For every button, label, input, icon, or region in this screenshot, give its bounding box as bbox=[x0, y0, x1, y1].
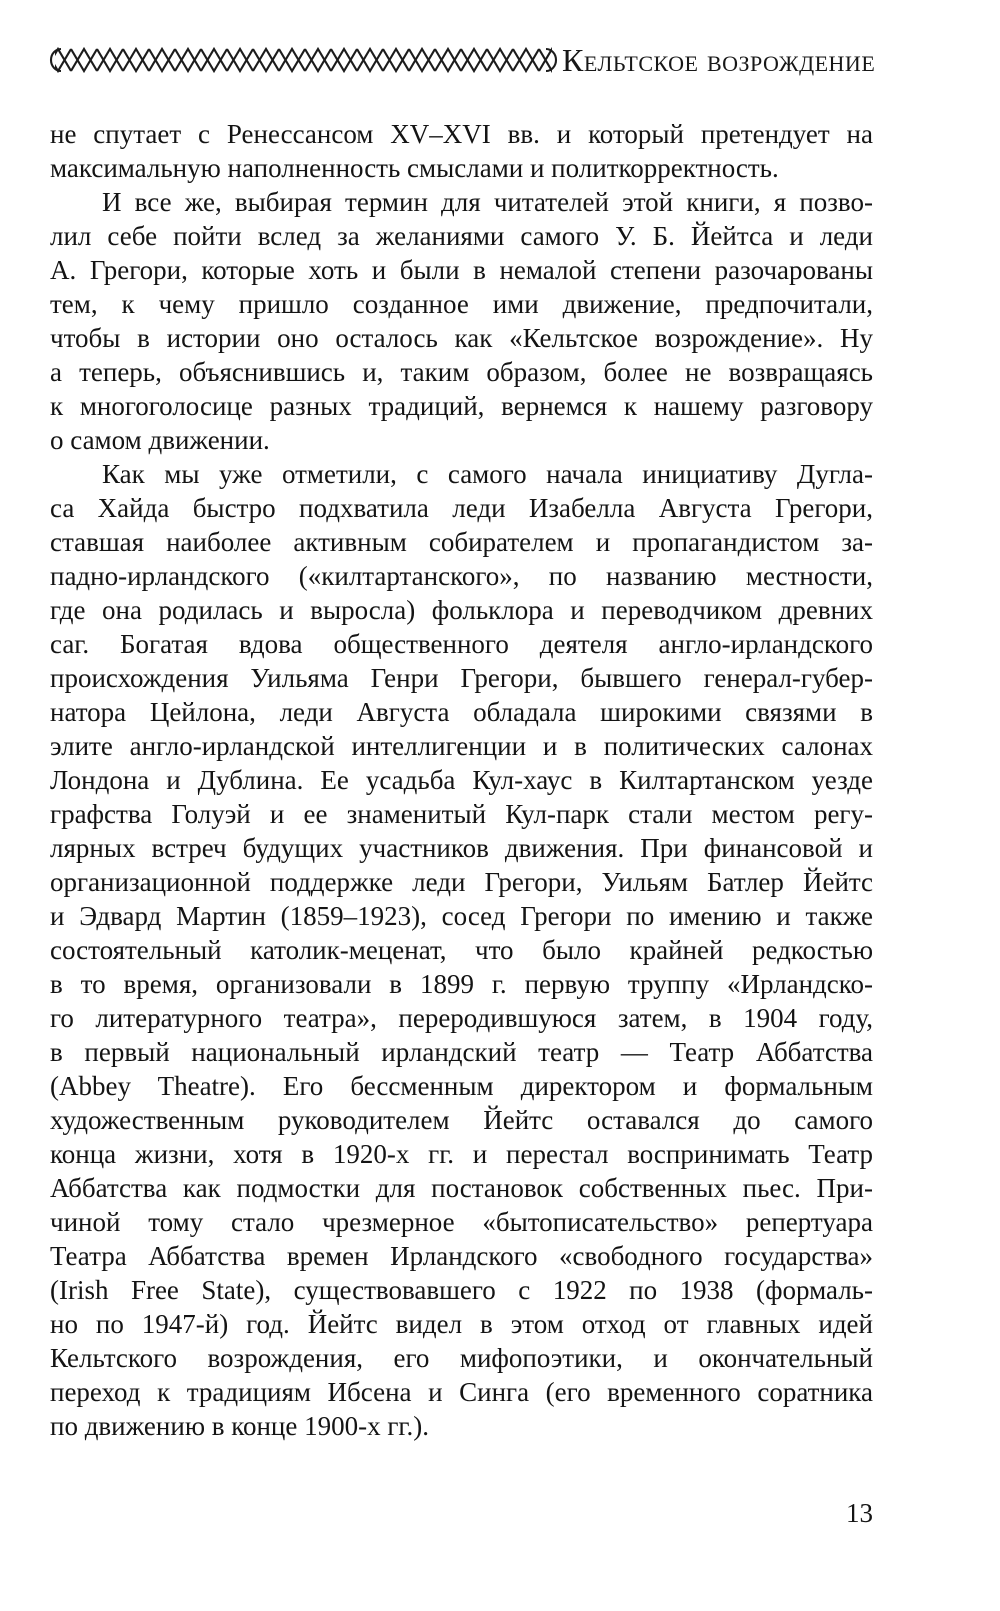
text-line: где она родилась и выросла) фольклора и переводчиком древних bbox=[50, 595, 873, 625]
text-line: А. Грегори, которые хоть и были в немалой степени разочарованы bbox=[50, 255, 873, 285]
text-line: в первый национальный ирландский театр — Театр Аббатства bbox=[50, 1037, 873, 1067]
text-line: падно-ирландского («килтартанского», по названию местности, bbox=[50, 561, 873, 591]
text-line: а теперь, объяснившись и, таким образом, более не возвращаясь bbox=[50, 357, 873, 387]
text-line: графства Голуэй и ее знаменитый Кул-парк стали местом регу- bbox=[50, 799, 873, 829]
text-line: и Эдвард Мартин (1859–1923), сосед Грегори по имению и также bbox=[50, 901, 873, 931]
text-line: го литературного театра», переродившуюся затем, в 1904 году, bbox=[50, 1003, 873, 1033]
braided-chain-ornament-icon bbox=[45, 45, 562, 75]
text-line: максимальную наполненность смыслами и политкорректность. bbox=[50, 153, 779, 183]
page-number: 13 bbox=[846, 1498, 873, 1528]
text-line: переход к традициям Ибсена и Синга (его временного соратника bbox=[50, 1377, 873, 1407]
body-text bbox=[50, 117, 873, 1443]
text-line: лил себе пойти вслед за желаниями самого У. Б. Йейтса и леди bbox=[50, 221, 873, 251]
text-line: тем, к чему пришло созданное ими движение, предпочитали, bbox=[50, 289, 873, 319]
text-line: натора Цейлона, леди Августа обладала широкими связями в bbox=[50, 697, 873, 727]
text-line: са Хайда быстро подхватила леди Изабелла Августа Грегори, bbox=[50, 493, 873, 523]
text-line: организационной поддержке леди Грегори, Уильям Батлер Йейтс bbox=[50, 867, 873, 897]
text-line: но по 1947-й) год. Йейтс видел в этом отход от главных идей bbox=[50, 1309, 873, 1339]
text-line: Аббатства как подмостки для постановок собственных пьес. При- bbox=[50, 1173, 873, 1203]
text-line: конца жизни, хотя в 1920-х гг. и перестал воспринимать Театр bbox=[50, 1139, 873, 1169]
text-line: саг. Богатая вдова общественного деятеля англо-ирландского bbox=[50, 629, 873, 659]
text-line: (Irish Free State), существовавшего с 1922 по 1938 (формаль- bbox=[50, 1275, 873, 1305]
text-line: Кельтского возрождения, его мифопоэтики, и окончательный bbox=[50, 1343, 873, 1373]
text-line: ставшая наиболее активным собирателем и пропагандистом за- bbox=[50, 527, 873, 557]
text-line: к многоголосице разных традиций, вернемся к нашему разговору bbox=[50, 391, 873, 421]
text-line: чтобы в истории оно осталось как «Кельтское возрождение». Ну bbox=[50, 323, 873, 353]
text-line: по движению в конце 1900-х гг.). bbox=[50, 1411, 429, 1441]
text-line: (Abbey Theatre). Его бессменным директором и формальным bbox=[50, 1071, 873, 1101]
text-line: чиной тому стало чрезмерное «бытописательство» репертуара bbox=[50, 1207, 873, 1237]
running-title: Кельтское возрождение bbox=[562, 41, 876, 78]
text-line: Театра Аббатства времен Ирландского «свободного государства» bbox=[50, 1241, 873, 1271]
text-line: Лондона и Дублина. Ее усадьба Кул-хаус в Килтартанском уезде bbox=[50, 765, 873, 795]
text-line: И все же, выбирая термин для читателей этой книги, я позво- bbox=[102, 187, 873, 217]
text-line: о самом движении. bbox=[50, 425, 270, 455]
text-line: лярных встреч будущих участников движения. При финансовой и bbox=[50, 833, 873, 863]
text-line: происхождения Уильяма Генри Грегори, бывшего генерал-губер- bbox=[50, 663, 873, 693]
page-header bbox=[45, 41, 876, 78]
text-line: художественным руководителем Йейтс оставался до самого bbox=[50, 1105, 873, 1135]
text-line: Как мы уже отметили, с самого начала инициативу Дугла- bbox=[102, 459, 873, 489]
text-line: элите англо-ирландской интеллигенции и в политических салонах bbox=[50, 731, 873, 761]
text-line: в то время, организовали в 1899 г. первую труппу «Ирландско- bbox=[50, 969, 873, 999]
text-line: состоятельный католик-меценат, что было крайней редкостью bbox=[50, 935, 873, 965]
text-line: не спутает с Ренессансом XV–XVI вв. и который претендует на bbox=[50, 119, 873, 149]
